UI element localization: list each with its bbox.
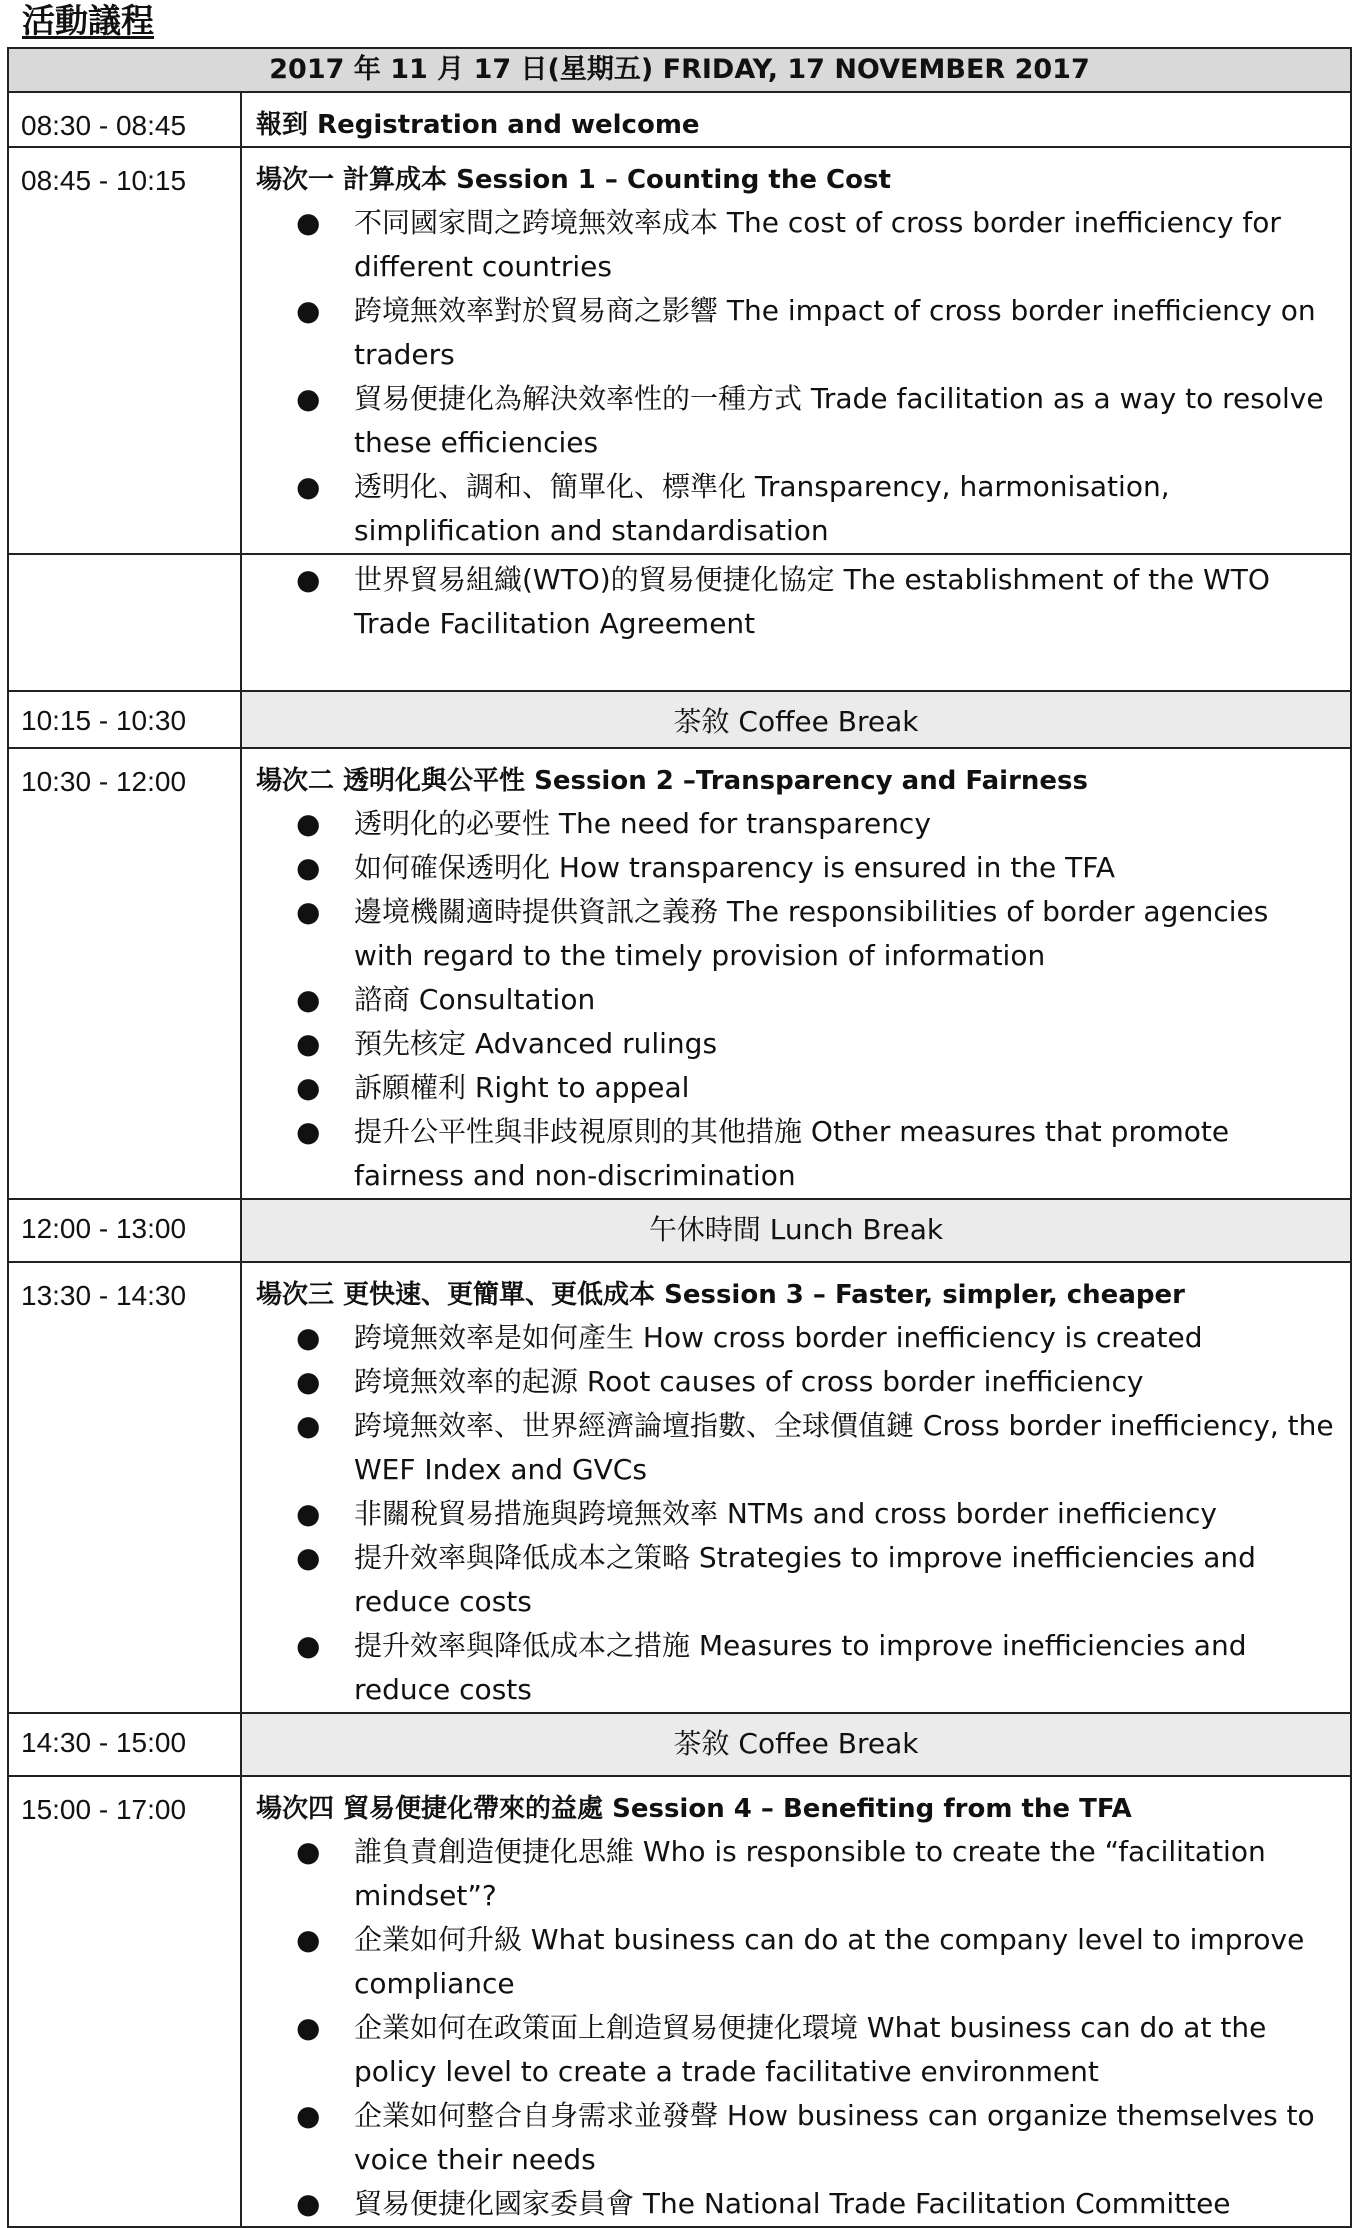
break-row [8, 1713, 1351, 1776]
bullet-icon: ● [296, 2099, 321, 2132]
bullet-icon: ● [296, 1629, 321, 1662]
topic-text: 提升效率與降低成本之策略 Strategies to improve inefficiencies and reduce costs [354, 1541, 1256, 1618]
session-heading: 場次三 更快速、更簡單、更低成本 Session 3 – Faster, simpler, cheaper [256, 1280, 1185, 1310]
list-item [296, 558, 1350, 646]
page-title: 活動議程 [22, 1, 154, 40]
time-cell [8, 1776, 241, 2227]
list-item [296, 978, 1350, 1022]
bullet-icon: ● [296, 206, 321, 239]
time-slot: 12:00 - 13:00 [21, 1213, 187, 1244]
list-item [296, 1830, 1350, 1918]
content-cell [241, 748, 1351, 1199]
list-item [296, 1536, 1350, 1624]
bullet-icon: ● [296, 294, 321, 327]
list-item [296, 1624, 1350, 1712]
bullet-icon: ● [296, 382, 321, 415]
content-cell [241, 554, 1351, 691]
list-item [296, 802, 1350, 846]
list-item [296, 1066, 1350, 1110]
agenda-row-continued [8, 554, 1351, 691]
bullet-icon: ● [296, 470, 321, 503]
time-slot: 15:00 - 17:00 [21, 1794, 187, 1825]
list-item [296, 2006, 1350, 2094]
bullet-icon: ● [296, 2187, 321, 2220]
session-topic-list [242, 1830, 1350, 2226]
break-row [8, 1199, 1351, 1262]
list-item [296, 1404, 1350, 1492]
time-cell [8, 691, 241, 748]
list-item [296, 201, 1350, 289]
list-item [296, 377, 1350, 465]
time-slot: 13:30 - 14:30 [21, 1280, 187, 1311]
session-heading: 場次四 貿易便捷化帶來的益處 Session 4 – Benefiting from the TFA [256, 1794, 1132, 1824]
date-header: 2017 年 11 月 17 日(星期五) FRIDAY, 17 NOVEMBER 2017 [8, 48, 1351, 92]
agenda-row [8, 147, 1351, 554]
list-item [296, 890, 1350, 978]
agenda-table [7, 47, 1352, 2228]
content-cell [241, 147, 1351, 554]
time-slot: 14:30 - 15:00 [21, 1727, 187, 1758]
session-heading: 場次一 計算成本 Session 1 – Counting the Cost [256, 165, 891, 195]
list-item [296, 846, 1350, 890]
bullet-icon: ● [296, 807, 321, 840]
session-heading: 場次二 透明化與公平性 Session 2 –Transparency and Fairness [256, 766, 1088, 796]
bullet-icon: ● [296, 1409, 321, 1442]
topic-text: 提升效率與降低成本之措施 Measures to improve inefficiencies and reduce costs [354, 1629, 1247, 1706]
session-topic-list [242, 802, 1350, 1198]
topic-text: 跨境無效率對於貿易商之影響 The impact of cross border inefficiency on traders [354, 294, 1316, 371]
topic-text: 如何確保透明化 How transparency is ensured in the TFA [354, 851, 1115, 884]
break-row [8, 691, 1351, 748]
bullet-icon: ● [296, 1923, 321, 1956]
time-cell [8, 554, 241, 691]
bullet-icon: ● [296, 1497, 321, 1530]
list-item [296, 1022, 1350, 1066]
topic-text: 跨境無效率是如何產生 How cross border inefficiency is created [354, 1321, 1203, 1354]
time-cell [8, 147, 241, 554]
bullet-icon: ● [296, 1835, 321, 1868]
topic-text: 訴願權利 Right to appeal [354, 1071, 690, 1104]
bullet-icon: ● [296, 1027, 321, 1060]
topic-text: 透明化、調和、簡單化、標準化 Transparency, harmonisation, simplification and standardisation [354, 470, 1170, 547]
topic-text: 非關稅貿易措施與跨境無效率 NTMs and cross border inefficiency [354, 1497, 1217, 1530]
bullet-icon: ● [296, 851, 321, 884]
list-item [296, 2182, 1350, 2226]
list-item [296, 1316, 1350, 1360]
topic-text: 跨境無效率、世界經濟論壇指數、全球價值鏈 Cross border inefficiency, the WEF Index and GVCs [354, 1409, 1334, 1486]
list-item [296, 1110, 1350, 1198]
time-cell [8, 1713, 241, 1776]
topic-text: 企業如何升級 What business can do at the company level to improve compliance [354, 1923, 1305, 2000]
time-slot: 10:15 - 10:30 [21, 705, 187, 736]
topic-text: 邊境機關適時提供資訊之義務 The responsibilities of border agencies with regard to the timely provision of information [354, 895, 1269, 972]
agenda-row [8, 748, 1351, 1199]
bullet-icon: ● [296, 1321, 321, 1354]
break-label: 茶敘 Coffee Break [673, 705, 919, 738]
date-row [8, 48, 1351, 92]
bullet-icon: ● [296, 1541, 321, 1574]
topic-text: 不同國家間之跨境無效率成本 The cost of cross border inefficiency for different countries [354, 206, 1281, 283]
break-cell [241, 691, 1351, 748]
break-label: 茶敘 Coffee Break [673, 1727, 919, 1760]
session-heading: 報到 Registration and welcome [256, 110, 700, 140]
agenda-row [8, 1262, 1351, 1713]
content-cell [241, 1262, 1351, 1713]
bullet-icon: ● [296, 1071, 321, 1104]
break-cell [241, 1713, 1351, 1776]
topic-text: 貿易便捷化國家委員會 The National Trade Facilitation Committee [354, 2187, 1231, 2220]
list-item [296, 1492, 1350, 1536]
topic-text: 貿易便捷化為解決效率性的一種方式 Trade facilitation as a way to resolve these efficiencies [354, 382, 1324, 459]
time-slot: 10:30 - 12:00 [21, 766, 187, 797]
bullet-icon: ● [296, 2011, 321, 2044]
break-cell [241, 1199, 1351, 1262]
content-cell [241, 1776, 1351, 2227]
list-item [296, 1360, 1350, 1404]
session-topic-list [242, 555, 1350, 646]
topic-text: 誰負責創造便捷化思維 Who is responsible to create the “facilitation mindset”? [354, 1835, 1266, 1912]
list-item [296, 465, 1350, 553]
topic-text: 透明化的必要性 The need for transparency [354, 807, 931, 840]
time-slot: 08:45 - 10:15 [21, 165, 187, 196]
session-topic-list [242, 201, 1350, 553]
time-cell [8, 1199, 241, 1262]
topic-text: 預先核定 Advanced rulings [354, 1027, 718, 1060]
bullet-icon: ● [296, 1365, 321, 1398]
list-item [296, 1918, 1350, 2006]
list-item [296, 2094, 1350, 2182]
topic-text: 企業如何在政策面上創造貿易便捷化環境 What business can do at the policy level to create a trade facilitative environment [354, 2011, 1267, 2088]
time-cell [8, 92, 241, 147]
time-cell [8, 748, 241, 1199]
list-item [296, 289, 1350, 377]
topic-text: 提升公平性與非歧視原則的其他措施 Other measures that promote fairness and non-discrimination [354, 1115, 1230, 1192]
time-slot: 08:30 - 08:45 [21, 110, 187, 141]
topic-text: 跨境無效率的起源 Root causes of cross border inefficiency [354, 1365, 1144, 1398]
session-topic-list [242, 1316, 1350, 1712]
agenda-row [8, 92, 1351, 147]
bullet-icon: ● [296, 895, 321, 928]
bullet-icon: ● [296, 1115, 321, 1148]
bullet-icon: ● [296, 563, 321, 596]
break-label: 午休時間 Lunch Break [648, 1213, 944, 1246]
topic-text: 諮商 Consultation [354, 983, 596, 1016]
time-cell [8, 1262, 241, 1713]
topic-text: 世界貿易組織(WTO)的貿易便捷化協定 The establishment of the WTO Trade Facilitation Agreement [354, 563, 1270, 640]
bullet-icon: ● [296, 983, 321, 1016]
topic-text: 企業如何整合自身需求並發聲 How business can organize themselves to voice their needs [354, 2099, 1315, 2176]
agenda-row [8, 1776, 1351, 2227]
content-cell [241, 92, 1351, 147]
